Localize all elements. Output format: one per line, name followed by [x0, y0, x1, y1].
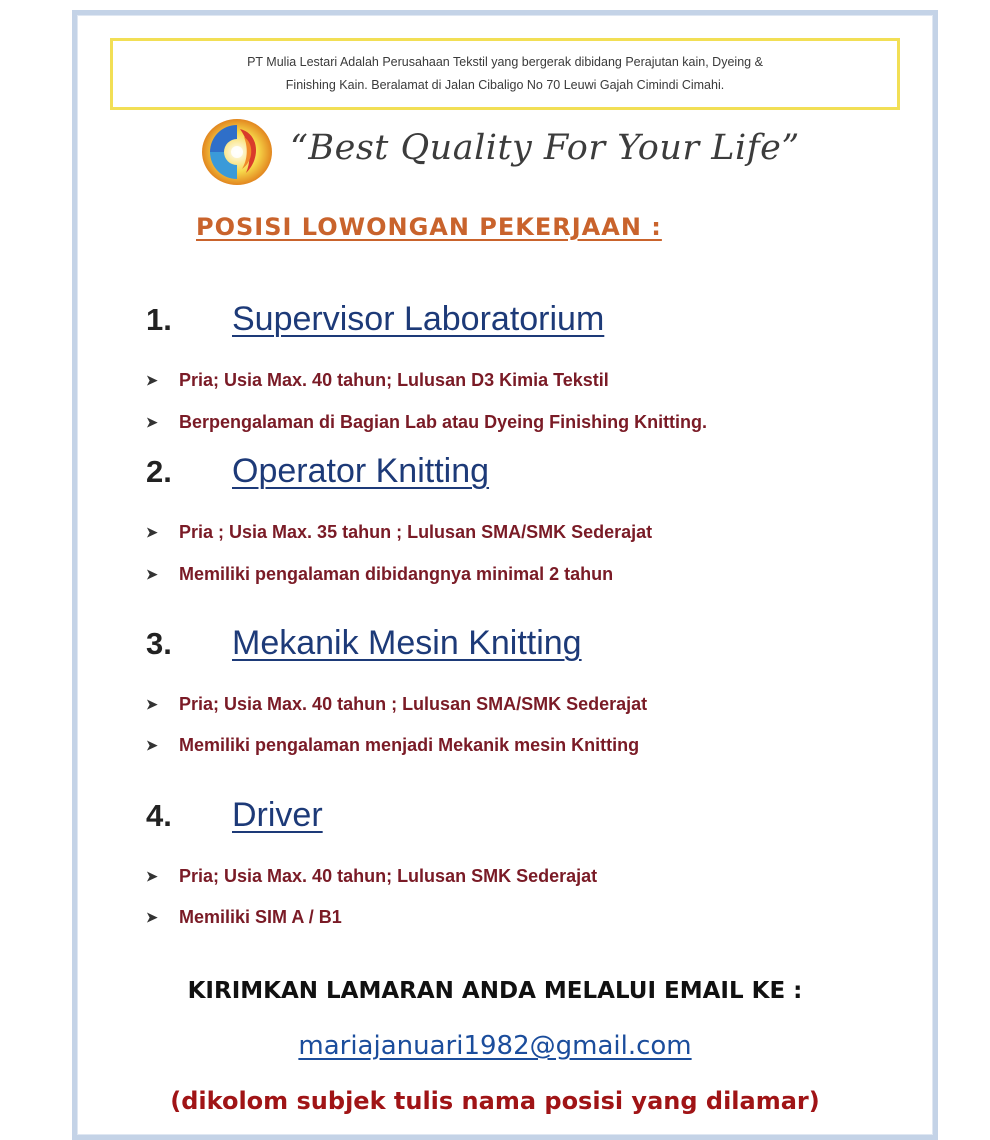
- requirement-text: Memiliki pengalaman dibidangnya minimal 2 tahun: [179, 564, 614, 584]
- job-1-title: Supervisor Laboratorium: [232, 300, 605, 338]
- job-4-title: Driver: [232, 796, 323, 834]
- arrow-bullet-icon: ➤: [146, 566, 158, 582]
- requirement-text: Pria; Usia Max. 40 tahun; Lulusan SMK Sederajat: [179, 866, 598, 886]
- arrow-bullet-icon: ➤: [146, 696, 158, 712]
- job-1-number: 1.: [146, 302, 172, 337]
- apply-email-link[interactable]: mariajanuari1982@gmail.com: [298, 1031, 692, 1061]
- job-3-requirement-2: [146, 735, 639, 756]
- requirement-text: Pria ; Usia Max. 35 tahun ; Lulusan SMA/SMK Sederajat: [179, 522, 653, 542]
- intro-line-2: Finishing Kain. Beralamat di Jalan Cibaligo No 70 Leuwi Gajah Cimindi Cimahi.: [285, 78, 725, 92]
- arrow-bullet-icon: ➤: [146, 737, 158, 753]
- job-2-number: 2.: [146, 454, 172, 489]
- requirement-text: Pria; Usia Max. 40 tahun; Lulusan D3 Kimia Tekstil: [179, 370, 609, 390]
- job-1-requirement-2: [146, 412, 707, 433]
- job-4-heading: [146, 796, 323, 835]
- job-1-heading: [146, 300, 604, 339]
- requirement-text: Memiliki pengalaman menjadi Mekanik mesin Knitting: [179, 735, 640, 755]
- job-4-requirement-2: [146, 907, 342, 928]
- arrow-bullet-icon: ➤: [146, 909, 158, 925]
- job-3-heading: [146, 624, 582, 663]
- job-3-number: 3.: [146, 626, 172, 661]
- job-2-requirement-1: [146, 522, 652, 543]
- intro-line-1: PT Mulia Lestari Adalah Perusahaan Tekstil yang bergerak dibidang Perajutan kain, Dyeing &: [247, 55, 763, 69]
- requirement-text: Memiliki SIM A / B1: [179, 907, 342, 927]
- requirement-text: Berpengalaman di Bagian Lab atau Dyeing Finishing Knitting.: [179, 412, 708, 432]
- arrow-bullet-icon: ➤: [146, 372, 158, 388]
- company-intro-box: [110, 38, 900, 110]
- job-2-requirement-2: [146, 564, 613, 585]
- company-logo: [200, 117, 274, 187]
- job-1-requirement-1: [146, 370, 609, 391]
- requirement-text: Pria; Usia Max. 40 tahun ; Lulusan SMA/SMK Sederajat: [179, 694, 648, 714]
- job-4-number: 4.: [146, 798, 172, 833]
- job-4-requirement-1: [146, 866, 597, 887]
- arrow-bullet-icon: ➤: [146, 524, 158, 540]
- section-title: POSISI LOWONGAN PEKERJAAN :: [196, 213, 662, 241]
- job-3-title: Mekanik Mesin Knitting: [232, 624, 582, 662]
- arrow-bullet-icon: ➤: [146, 868, 158, 884]
- arrow-bullet-icon: ➤: [146, 414, 158, 430]
- apply-instruction: KIRIMKAN LAMARAN ANDA MELALUI EMAIL KE :: [187, 978, 803, 1004]
- job-2-title: Operator Knitting: [232, 452, 490, 490]
- job-3-requirement-1: [146, 694, 647, 715]
- job-2-heading: [146, 452, 489, 491]
- tagline: “Best Quality For Your Life”: [290, 128, 800, 168]
- subject-note: (dikolom subjek tulis nama posisi yang dilamar): [170, 1087, 820, 1115]
